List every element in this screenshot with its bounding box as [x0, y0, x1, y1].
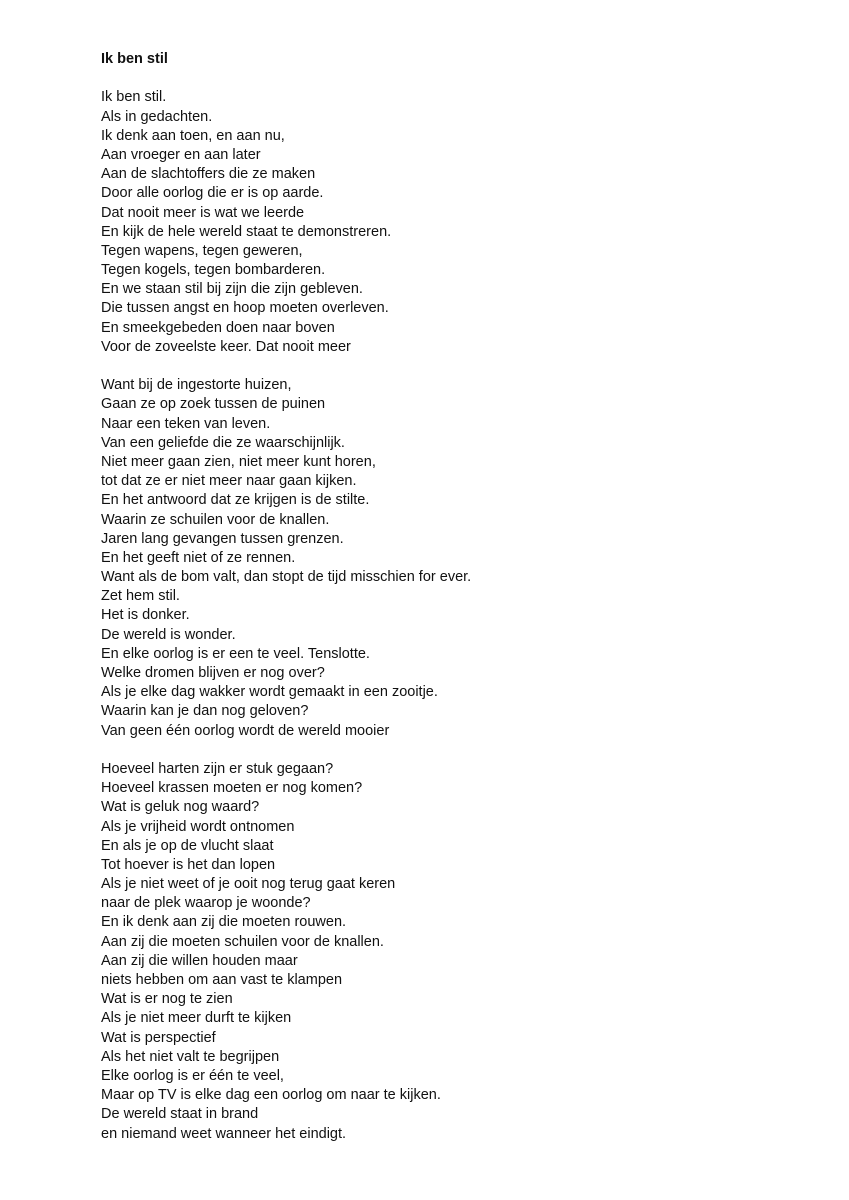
poem-line: Hoeveel harten zijn er stuk gegaan? [101, 760, 334, 777]
poem-line: naar de plek waarop je woonde? [101, 895, 311, 912]
poem-line: En smeekgebeden doen naar boven [101, 319, 335, 336]
poem-line: Als je vrijheid wordt ontnomen [101, 818, 295, 835]
poem-line: Tot hoever is het dan lopen [101, 856, 276, 873]
poem-line: En we staan stil bij zijn die zijn gebleven. [101, 281, 363, 298]
stanza-3 [101, 760, 801, 1144]
poem-line: Als het niet valt te begrijpen [101, 1048, 280, 1065]
poem-line: Ik denk aan toen, en aan nu, [101, 127, 285, 144]
poem-line: Van een geliefde die ze waarschijnlijk. [101, 434, 345, 451]
poem-line: Van geen één oorlog wordt de wereld mooier [101, 722, 390, 739]
poem-line: en niemand weet wanneer het eindigt. [101, 1125, 347, 1142]
stanza-2 [101, 376, 801, 741]
poem-line: Die tussen angst en hoop moeten overleven. [101, 300, 389, 317]
poem-line: En elke oorlog is er een te veel. Tenslotte. [101, 645, 370, 662]
poem-line: Het is donker. [101, 607, 190, 624]
poem-body [101, 50, 801, 1163]
poem-line: Aan zij die willen houden maar [101, 952, 298, 969]
poem-line: Voor de zoveelste keer. Dat nooit meer [101, 338, 351, 355]
poem-line: Als in gedachten. [101, 108, 213, 125]
poem-line: De wereld is wonder. [101, 626, 236, 643]
poem-line: Want bij de ingestorte huizen, [101, 377, 292, 394]
poem-line: Naar een teken van leven. [101, 415, 271, 432]
poem-title: Ik ben stil [101, 51, 168, 67]
poem-line: Wat is er nog te zien [101, 991, 233, 1008]
poem-line: Zet hem stil. [101, 588, 180, 605]
poem-line: En kijk de hele wereld staat te demonstreren. [101, 223, 392, 240]
poem-line: Als je niet weet of je ooit nog terug gaat keren [101, 876, 396, 893]
poem-line: En het antwoord dat ze krijgen is de stilte. [101, 492, 370, 509]
poem-line: Wat is perspectief [101, 1029, 216, 1046]
poem-line: Waarin ze schuilen voor de knallen. [101, 511, 330, 528]
poem-line: tot dat ze er niet meer naar gaan kijken. [101, 473, 357, 490]
poem-line: Want als de bom valt, dan stopt de tijd misschien for ever. [101, 569, 472, 586]
poem-line: En ik denk aan zij die moeten rouwen. [101, 914, 347, 931]
poem-line: Tegen wapens, tegen geweren, [101, 242, 303, 259]
poem-line: niets hebben om aan vast te klampen [101, 972, 343, 988]
poem-line: En als je op de vlucht slaat [101, 837, 274, 854]
poem-line: Waarin kan je dan nog geloven? [101, 703, 309, 720]
poem-line: Aan zij die moeten schuilen voor de knallen. [101, 933, 384, 950]
poem-line: Welke dromen blijven er nog over? [101, 665, 325, 681]
poem-line: Aan vroeger en aan later [101, 146, 261, 163]
poem-line: Maar op TV is elke dag een oorlog om naar te kijken. [101, 1087, 441, 1104]
poem-line: Wat is geluk nog waard? [101, 799, 260, 816]
poem-line: Aan de slachtoffers die ze maken [101, 166, 316, 183]
poem-line: Hoeveel krassen moeten er nog komen? [101, 780, 363, 797]
poem-line: En het geeft niet of ze rennen. [101, 549, 296, 566]
poem-line: Als je elke dag wakker wordt gemaakt in een zooitje. [101, 684, 438, 701]
poem-line: Dat nooit meer is wat we leerde [101, 204, 305, 221]
poem-line: Door alle oorlog die er is op aarde. [101, 185, 324, 202]
poem-line: Als je niet meer durft te kijken [101, 1010, 292, 1027]
poem-line: Elke oorlog is er één te veel, [101, 1067, 284, 1084]
poem-line: Jaren lang gevangen tussen grenzen. [101, 530, 344, 547]
stanza-container [101, 88, 801, 1143]
poem-line: Niet meer gaan zien, niet meer kunt horen, [101, 453, 376, 470]
poem-line: Ik ben stil. [101, 89, 167, 106]
poem-line: Tegen kogels, tegen bombarderen. [101, 262, 326, 279]
stanza-1 [101, 88, 801, 357]
poem-line: De wereld staat in brand [101, 1106, 259, 1123]
poem-line: Gaan ze op zoek tussen de puinen [101, 396, 326, 413]
